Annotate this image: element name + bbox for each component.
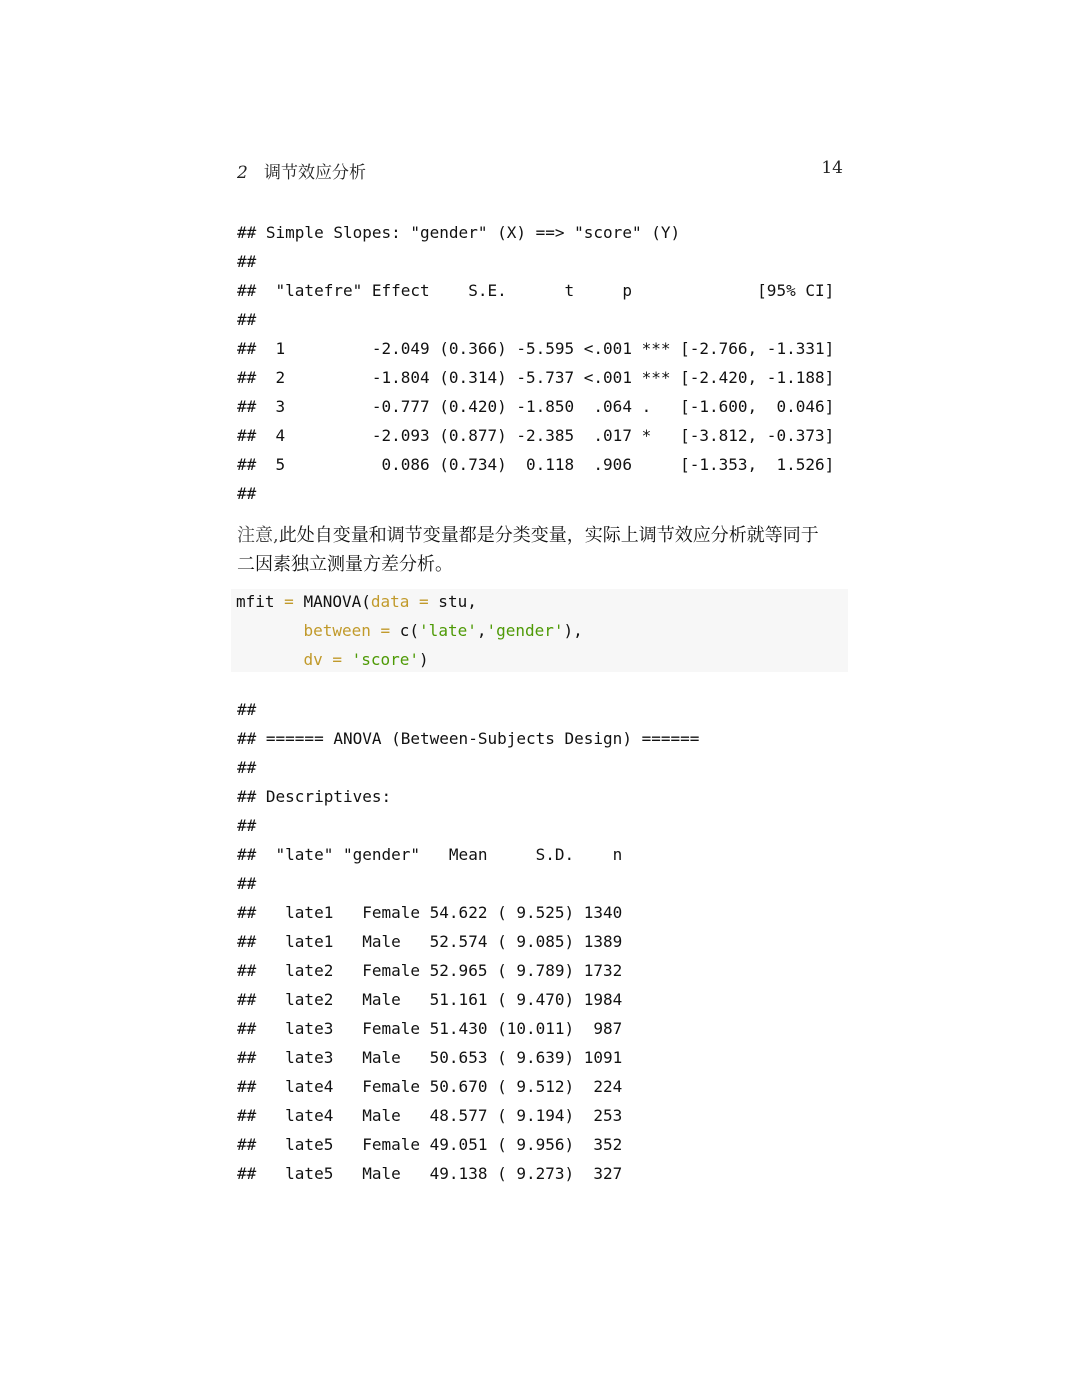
note-lead: 注意, xyxy=(237,525,279,546)
output-line: ## 4 -2.093 (0.877) -2.385 .017 * [-3.812, -0.373] xyxy=(237,426,835,445)
output-line: ## xyxy=(237,700,257,719)
output-line: ## Descriptives: xyxy=(237,787,392,806)
output-line: ## late5 Male 49.138 ( 9.273) 327 xyxy=(237,1164,623,1183)
output-line: ## "late" "gender" Mean S.D. n xyxy=(237,845,623,864)
output-line: ## late2 Male 51.161 ( 9.470) 1984 xyxy=(237,990,623,1009)
output-line: ## xyxy=(237,816,257,835)
code-string: 'gender' xyxy=(486,621,564,640)
code-token: c( xyxy=(390,621,420,640)
output-line: ## Simple Slopes: "gender" (X) ==> "score" (Y) xyxy=(237,223,681,242)
code-token: , xyxy=(476,621,487,640)
output-line: ## xyxy=(237,758,257,777)
output-line: ## "latefre" Effect S.E. t p [95% CI] xyxy=(237,281,835,300)
output-line: ## 5 0.086 (0.734) 0.118 .906 [-1.353, 1.526] xyxy=(237,455,835,474)
output-line: ## late1 Female 54.622 ( 9.525) 1340 xyxy=(237,903,623,922)
output-line: ## xyxy=(237,874,257,893)
code-argument: between xyxy=(303,621,371,640)
code-token: stu, xyxy=(428,592,477,611)
code-token: MANOVA( xyxy=(293,592,371,611)
output-line: ## late3 Female 51.430 (10.011) 987 xyxy=(237,1019,623,1038)
simple-slopes-output xyxy=(237,218,834,508)
output-line: ## ====== ANOVA (Between-Subjects Design) ====== xyxy=(237,729,700,748)
output-line: ## late4 Female 50.670 ( 9.512) 224 xyxy=(237,1077,623,1096)
code-block xyxy=(231,589,848,672)
code-content xyxy=(236,587,583,674)
output-line: ## 3 -0.777 (0.420) -1.850 .064 . [-1.600, 0.046] xyxy=(237,397,835,416)
output-line: ## 2 -1.804 (0.314) -5.737 <.001 *** [-2.420, -1.188] xyxy=(237,368,835,387)
code-operator: = xyxy=(409,592,429,611)
output-line: ## xyxy=(237,310,257,329)
running-header-chapter xyxy=(237,158,366,183)
code-argument: data xyxy=(370,592,410,611)
code-string: 'late' xyxy=(419,621,477,640)
code-indent xyxy=(236,650,303,669)
anova-output xyxy=(237,695,699,1188)
chapter-title: 调节效应分析 xyxy=(264,163,367,183)
code-token: mfit xyxy=(236,592,285,611)
output-line: ## xyxy=(237,252,257,271)
note-line1: 此处自变量和调节变量都是分类变量，实际上调节效应分析就等同于 xyxy=(278,525,819,546)
code-operator: = xyxy=(284,592,294,611)
output-line: ## 1 -2.049 (0.366) -5.595 <.001 *** [-2.766, -1.331] xyxy=(237,339,835,358)
code-token: ) xyxy=(419,650,429,669)
chapter-number: 2 xyxy=(237,163,248,183)
note-line2: 二因素独立测量方差分析。 xyxy=(237,554,453,575)
output-line: ## late2 Female 52.965 ( 9.789) 1732 xyxy=(237,961,623,980)
code-token xyxy=(342,650,352,669)
code-string: 'score' xyxy=(351,650,420,669)
note-paragraph xyxy=(237,521,857,579)
code-token: ), xyxy=(563,621,583,640)
output-line: ## late3 Male 50.653 ( 9.639) 1091 xyxy=(237,1048,623,1067)
code-indent xyxy=(236,621,303,640)
output-line: ## late1 Male 52.574 ( 9.085) 1389 xyxy=(237,932,623,951)
output-line: ## late4 Male 48.577 ( 9.194) 253 xyxy=(237,1106,623,1125)
page-number: 14 xyxy=(821,158,843,178)
code-operator: = xyxy=(370,621,391,640)
code-operator: = xyxy=(322,650,342,669)
code-argument: dv xyxy=(303,650,323,669)
output-line: ## late5 Female 49.051 ( 9.956) 352 xyxy=(237,1135,623,1154)
output-line: ## xyxy=(237,484,257,503)
